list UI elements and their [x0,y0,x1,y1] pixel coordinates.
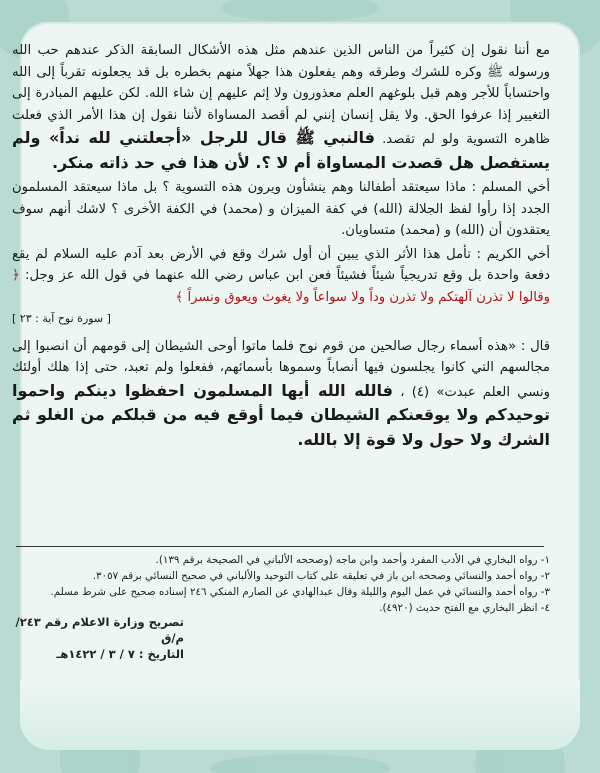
panel-bottom-gradient [20,680,580,750]
footnote-3: ٣- رواه أحمد والنسائي في عمل اليوم والليلة وقال عبدالهادي عن الصارم المنكي ٢٤٦ إسناده صحيح على شرط مسلم. [50,586,550,598]
quran-reference: [ سورة نوح آية : ٢٣ ] [12,312,111,325]
footnotes [12,552,550,616]
intro-text: مع أننا نقول إن كثيراً من الناس الذين عندهم مثل هذه الأشكال السابقة الذكر عندهم حب الله ورسوله ﷺ وكره للشرك وطرقه وهم يفعلون هذا جهلاً منهم بخطره بل قد يجعلونه تقرباً إلى الله واحتساباً للأجر وهم قبل بلوغهم العلم معذورون ولا إثم عليهم إن شاء الله. لكن عليهم المبادرة إلى التغيير إذا عرفوا الحق. ولا يقل إنسان إنني لم أقصد المساواة لأننا نقول إن هذا الأمر الذي فعلت ظاهره التسوية ولو لم تقصد. [12,43,550,147]
quran-verse: ﴿ وقالوا لا تذرن آلهتكم ولا تذرن وداً ولا سواعاً ولا يغوث ويعوق ونسراً ﴾ [12,268,550,305]
footnote-1: ١- رواه البخاري في الأدب المفرد وأحمد وابن ماجه (وصححه الألباني في الصحيحة برقم ١٣٩). [155,554,550,566]
closing-exhortation: فالله الله أيها المسلمون احفظوا دينكم واحموا توحيدكم ولا يوقعنكم الشيطان فيما أوقع فيه من قبلكم من الغلو ثم الشرك ولا حول ولا قوة إلا بالله. [12,380,550,449]
paragraph-intro [12,40,550,175]
paragraph-conclusion [12,336,550,453]
permit-number: تصريح وزارة الاعلام رقم ٢٤٣/م/ق [15,615,184,645]
footnote-2: ٢- رواه أحمد والنسائي وصححه ابن باز في تعليقه على كتاب التوحيد والألباني في صحيح النسائي برقم ٣٠٥٧. [92,570,550,582]
article-body [12,40,550,454]
ministry-permit [14,614,184,662]
paragraph-athar [12,244,550,309]
footnote-divider [16,546,544,547]
footnote-4: ٤- انظر البخاري مع الفتح حديث (٤٩٢٠). [379,602,550,614]
conclusion-text: قال : «هذه أسماء رجال صالحين من قوم نوح فلما ماتوا أوحى الشيطان إلى قومهم أن انصبوا إلى مجالسهم التي كانوا يجلسون فيها أنصاباً وسموها بأسمائهم، ففعلوا ولم تعبد، حتى إذا هلك أولئك ونسي العلم عبدت» (٤) ، [12,338,550,400]
hadith-emphasis: فالنبي ﷺ قال للرجل «أجعلتني لله نداً» ولم يستفصل هل قصدت المساواة أم لا ؟. لأن هذا في حد ذاته منكر. [12,128,550,172]
athar-text: أخي الكريم : تأمل هذا الأثر الذي يبين أن أول شرك وقع في الأرض بعد آدم عليه السلام لم يقع دفعة واحدة بل وقع تدريجياً شيئاً فشيئاً فعن ابن عباس رضي الله عنهما في قول الله عز وجل: [12,246,550,283]
paragraph-children: أخي المسلم : ماذا سيعتقد أطفالنا وهم ينشأون ويرون هذه التسوية ؟ بل ماذا سيعتقد المسلمون الجدد إذا رأوا لفظ الجلالة (الله) في كفة الميزان و (محمد) في الكفة الأخرى ؟ لاشك أنهم سوف يعتقدون أن (الله) و (محمد) متساويان. [12,180,550,238]
permit-date: التاريخ : ٧ / ٣ / ١٤٢٢هـ [56,647,184,661]
